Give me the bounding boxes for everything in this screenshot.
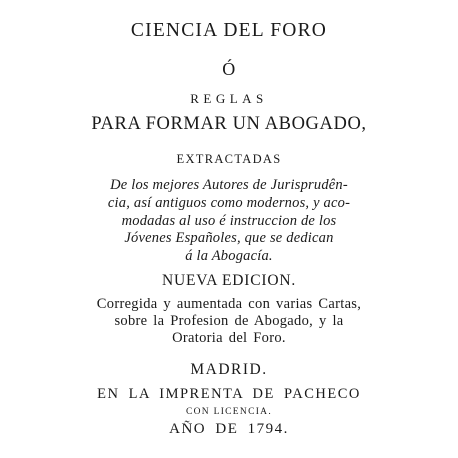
imprint-license: CON LICENCIA. [185, 407, 273, 417]
description-line: modadas al uso é instruccion de los [121, 213, 337, 229]
book-subtitle: PARA FORMAR UN ABOGADO, [91, 114, 367, 134]
book-title: CIENCIA DEL FORO [130, 20, 328, 41]
description-line: Jóvenes Españoles, que se dedican [124, 230, 334, 246]
imprint-printer: EN LA IMPRENTA DE PACHECO [97, 386, 361, 402]
imprint-city: MADRID. [190, 361, 268, 378]
description-line: cia, así antiguos como modernos, y aco- [107, 195, 351, 211]
description-line: á la Abogacía. [185, 248, 273, 264]
imprint-year: AÑO DE 1794. [169, 421, 289, 437]
edition-heading: NUEVA EDICION. [161, 272, 297, 289]
reglas-heading: REGLAS [190, 91, 268, 106]
title-conjunction: Ó [222, 59, 236, 79]
edition-note-line: Oratoria del Foro. [172, 330, 286, 346]
extractadas-heading: EXTRACTADAS [176, 152, 282, 166]
description-line: De los mejores Autores de Jurisprudên- [110, 177, 348, 193]
edition-note-line: Corregida y aumentada con varias Cartas, [96, 296, 362, 312]
edition-note-line: sobre la Profesion de Abogado, y la [114, 313, 344, 329]
